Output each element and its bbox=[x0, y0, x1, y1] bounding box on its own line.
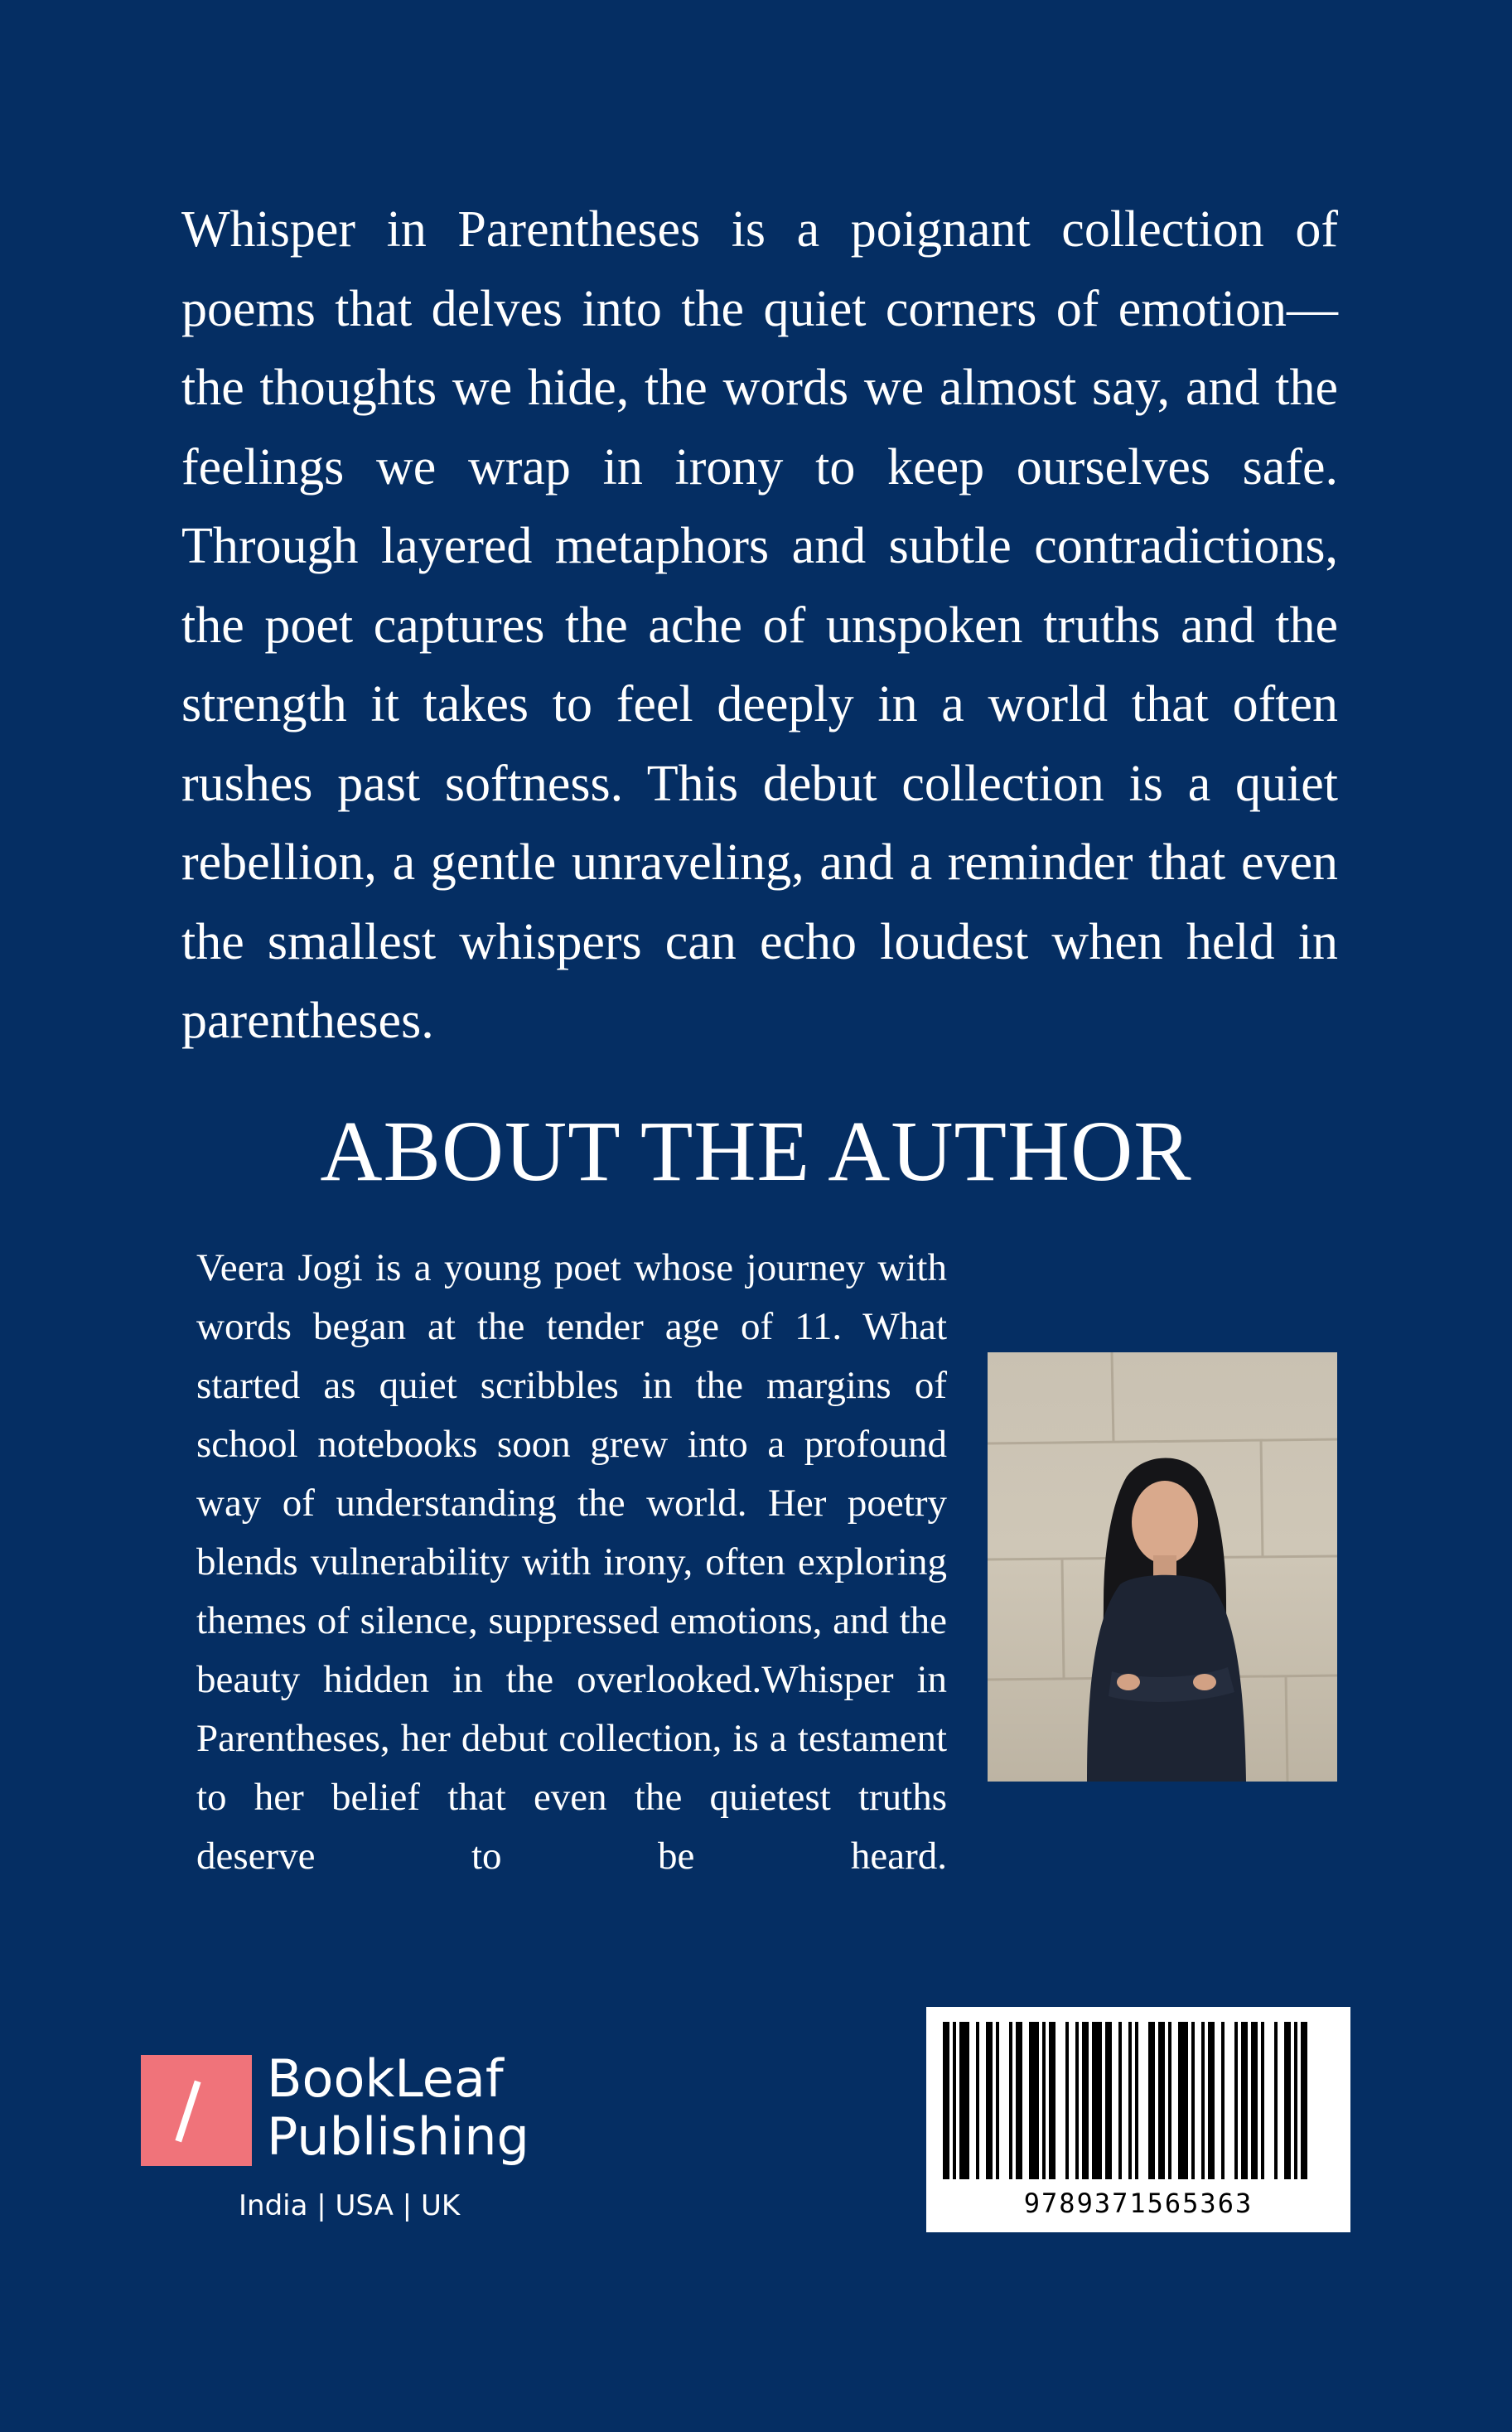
barcode-bar bbox=[943, 2022, 949, 2179]
publisher-name bbox=[267, 2050, 529, 2166]
barcode-bar bbox=[1221, 2022, 1225, 2179]
isbn-barcode bbox=[926, 2007, 1350, 2232]
barcode-bar bbox=[1082, 2022, 1089, 2179]
publisher-logo-mark bbox=[141, 2055, 252, 2166]
barcode-bar bbox=[1092, 2022, 1102, 2179]
barcode-bar bbox=[1178, 2022, 1188, 2179]
barcode-bar bbox=[953, 2022, 956, 2179]
publisher-regions: India | USA | UK bbox=[239, 2189, 461, 2222]
barcode-bar bbox=[1191, 2022, 1195, 2179]
barcode-bar bbox=[1128, 2022, 1132, 2179]
author-bio: Veera Jogi is a young poet whose journey with words began at the tender age of 11. What started as quiet scribbles in the margins of school notebooks soon grew into a profound way of understanding the world. Her poetry blends vulnerability with irony, often exploring themes of silence, suppressed emotions, and the beauty hidden in the overlooked.Whisper in Parentheses, her debut collection, is a testament to her belief that even the quietest truths deserve to be heard. bbox=[196, 1246, 947, 1878]
barcode-bar bbox=[1158, 2022, 1165, 2179]
barcode-bar bbox=[1135, 2022, 1138, 2179]
barcode-bar bbox=[1009, 2022, 1012, 2179]
slash-icon bbox=[175, 2081, 200, 2143]
barcode-bar bbox=[996, 2022, 999, 2179]
barcode-bar bbox=[1274, 2022, 1278, 2179]
publisher-name-line1: BookLeaf bbox=[267, 2048, 504, 2109]
barcode-bar bbox=[1016, 2022, 1022, 2179]
barcode-bar bbox=[1201, 2022, 1205, 2179]
barcode-bar bbox=[1029, 2022, 1039, 2179]
barcode-bar bbox=[1261, 2022, 1264, 2179]
barcode-bar bbox=[1301, 2022, 1307, 2179]
barcode-bar bbox=[976, 2022, 979, 2179]
publisher-name-line2: Publishing bbox=[267, 2106, 529, 2167]
barcode-bar bbox=[1251, 2022, 1258, 2179]
isbn-number: 9789371565363 bbox=[1023, 2188, 1254, 2219]
barcode-bar bbox=[1284, 2022, 1291, 2179]
about-author-heading: ABOUT THE AUTHOR bbox=[320, 1104, 1192, 1199]
barcode-bar bbox=[1118, 2022, 1122, 2179]
barcode-bar bbox=[1065, 2022, 1069, 2179]
barcode-bar bbox=[1234, 2022, 1238, 2179]
back-cover-blurb: Whisper in Parentheses is a poignant collection of poems that delves into the quiet corners of emotion—the thoughts we hide, the words we almost say, and the feelings we wrap in irony to keep ourselves safe. Through layered metaphors and subtle contradictions, the poet captures the ache of unspoken truths and the strength it takes to feel deeply in a world that often rushes past softness. This debut collection is a quiet rebellion, a gentle unraveling, and a reminder that even the smallest whispers can echo loudest when held in parentheses. bbox=[181, 201, 1338, 1049]
barcode-bar bbox=[986, 2022, 993, 2179]
barcode-bar bbox=[1049, 2022, 1056, 2179]
barcode-bar bbox=[1208, 2022, 1215, 2179]
publisher-logo bbox=[141, 2048, 555, 2237]
barcode-bar bbox=[1241, 2022, 1248, 2179]
barcode-bar bbox=[1042, 2022, 1046, 2179]
barcode-bar bbox=[1168, 2022, 1171, 2179]
barcode-bar bbox=[1294, 2022, 1297, 2179]
barcode-bar bbox=[1075, 2022, 1079, 2179]
barcode-bar bbox=[959, 2022, 969, 2179]
barcode-bar bbox=[1148, 2022, 1155, 2179]
author-photo bbox=[988, 1352, 1337, 1782]
barcode-bar bbox=[1105, 2022, 1112, 2179]
